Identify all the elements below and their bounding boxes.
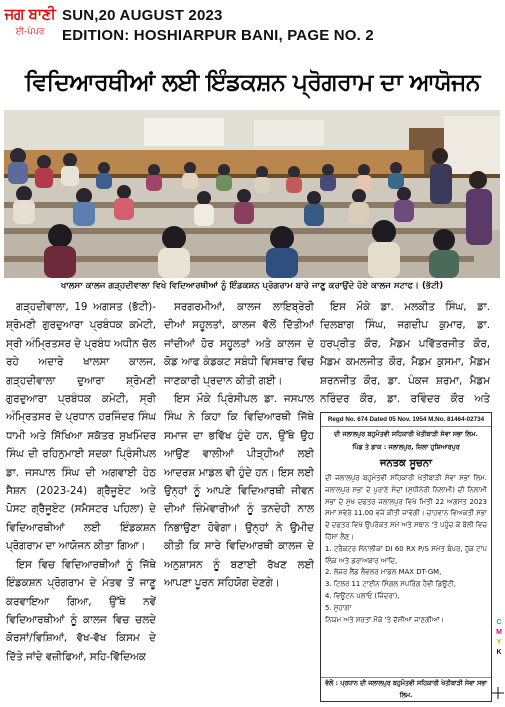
- notice-org-name: ਦੀ ਜਲਾਲਪੁਰ ਬਹੁਮੰਤਵੀ ਸਹਿਕਾਰੀ ਖੇਤੀਬਾੜੀ ਸੇਵਾ ਸਭਾ ਲਿਮ.: [334, 430, 478, 438]
- notice-list-item: 2. ਲੇਜ਼ਰ ਲੈਂਡ ਲੈਵਲਰ ਮਾਡਲ MAX DT-GM,: [325, 568, 442, 577]
- notice-terms: ਨਿਯਮ ਅਤੇ ਸ਼ਰਤਾਂ ਮੌਕੇ 'ਤੇ ਦੱਸੀਆਂ ਜਾਣਗੀਆਂ।: [325, 615, 445, 624]
- notice-list-item: 5. ਸੁਹਾਗਾ: [325, 603, 352, 612]
- article-column-3: [320, 298, 490, 408]
- notice-body: [325, 473, 487, 673]
- article-headline: ਵਿਦਿਆਰਥੀਆਂ ਲਈ ਇੰਡਕਸ਼ਨ ਪ੍ਰੋਗਰਾਮ ਦਾ ਆਯੋਜਨ: [25, 68, 480, 96]
- photo-caption: ਖਾਲਸਾ ਕਾਲਜ ਗੜ੍ਹਦੀਵਾਲਾ ਵਿਖੇ ਵਿਦਿਆਰਥੀਆਂ ਨੂੰ ਇੰਡਕਸ਼ਨ ਪ੍ਰੋਗਰਾਮ ਬਾਰੇ ਜਾਣੂ ਕਰਾਉਂਦੇ ਹੋਏ ਕਾਲਜ ਸਟਾਫ। (ਭੱਟੀ): [60, 281, 444, 291]
- notice-list-item: 1. ਟਰੈਕਟਰ ਸੋਨਾਲੀਕਾ DI 60 RX P/S ਸਮੇਤ ਬੰਪਰ, ਹੁੱਕ ਟਾਪ ਲਿੰਕ ਅਤੇ ਡਰਾਅਬਾਰ ਆਦਿ,: [325, 544, 487, 565]
- article-paragraph: ਸਰਗਰਮੀਆਂ, ਕਾਲਜ ਲਾਇਬ੍ਰੇਰੀ ਦੀਆਂ ਸਹੂਲਤਾਂ, ਕਾਲਜ ਵੱਲੋਂ ਦਿੱਤੀਆਂ ਜਾਂਦੀਆਂ ਹੋਰ ਸਹੂਲਤਾਂ ਅਤੇ ਕਾਲਜ ਦੇ ਕੋਡ ਆਫ ਕੰਡਕਟ ਸਬੰਧੀ ਵਿਸਥਾਰ ਵਿਚ ਜਾਣਕਾਰੀ ਪ੍ਰਦਾਨ ਕੀਤੀ ਗਈ।: [164, 301, 314, 387]
- edition-name: EDITION: HOSHIARPUR BANI, PAGE NO. 2: [62, 27, 374, 44]
- edition-date: SUN,20 AUGUST 2023: [62, 7, 223, 24]
- notice-footer: ਵੱਲੋਂ : ਪ੍ਰਧਾਨ ਦੀ ਜਲਾਲਪੁਰ ਬਹੁਮੰਤਵੀ ਸਹਿਕਾਰੀ ਖੇਤੀਬਾੜੀ ਸੇਵਾ ਸਭਾ ਲਿਮ.: [321, 677, 491, 701]
- notice-org-address: ਪਿੰਡ ਤੇ ਡਾਕ : ਜਲਾਲਪੁਰ, ਜ਼ਿਲਾ ਹੁਸ਼ਿਆਰਪੁਰ: [352, 443, 460, 451]
- public-notice-ad: [320, 412, 492, 702]
- notice-body-text: ਦੀ ਜਲਾਲਪੁਰ ਬਹੁਮੰਤਵੀ ਸਹਿਕਾਰੀ ਖੇਤੀਬਾੜੀ ਸੇਵਾ ਸਭਾ ਲਿਮ. ਜਲਾਲਪੁਰ ਸਭਾ ਦੇ ਪੁਰਾਣੇ ਸੰਦਾਂ (ਸੁਧੀਨੇਰੀ ਨਿਲਾਮੀ) ਦੀ ਨਿਲਾਮੀ ਸਭਾ ਦੇ ਮੁੱਖ ਦਫਤਰ ਜਲਾਲਪੁਰ ਵਿਖੇ ਮਿਤੀ 22 ਅਗਸਤ 2023 ਸਮਾਂ ਸਵੇਰੇ 11.00 ਵਜੇ ਕੀਤੀ ਜਾਵੇਗੀ। ਚਾਹਵਾਨ ਵਿਅਕਤੀ ਸਭਾ ਦੇ ਦਫਤਰ ਵਿਖੇ ਉਪਰੋਕਤ ਸਮੇਂ ਅਤੇ ਸਥਾਨ 'ਤੇ ਪਹੁੰਚ ਕੇ ਬੋਲੀ ਵਿਚ ਹਿੱਸਾ ਲੈਣ।: [325, 474, 487, 541]
- article-paragraph: ਇਸ ਮੌਕੇ ਪ੍ਰਿੰਸੀਪਲ ਡਾ. ਜਸਪਾਲ ਸਿੰਘ ਨੇ ਕਿਹਾ ਕਿ ਵਿਦਿਆਰਥੀ ਜਿੱਥੇ ਸਮਾਜ ਦਾ ਭਵਿੱਖ ਹੁੰਦੇ ਹਨ, ਉੱਥੇ ਉਹ ਆਉਣ ਵਾਲੀਆਂ ਪੀੜ੍ਹੀਆਂ ਲਈ ਆਦਰਸ਼ ਮਾਡਲ ਵੀ ਹੁੰਦੇ ਹਨ। ਇਸ ਲਈ ਉਨ੍ਹਾਂ ਨੂੰ ਆਪਣੇ ਵਿਦਿਆਰਥੀ ਜੀਵਨ ਦੀਆਂ ਜ਼ਿੰਮੇਵਾਰੀਆਂ ਨੂੰ ਤਨਦੇਹੀ ਨਾਲ ਨਿਭਾਉਣਾ ਹੋਵੇਗਾ। ਉਨ੍ਹਾਂ ਨੇ ਉਮੀਦ ਕੀਤੀ ਕਿ ਸਾਰੇ ਵਿਦਿਆਰਥੀ ਕਾਲਜ ਦੇ ਅਨੁਸ਼ਾਸਨ ਨੂੰ ਬਣਾਈ ਰੱਖਣ ਲਈ ਆਪਣਾ ਪੂਰਨ ਸਹਿਯੋਗ ਦੇਣਗੇ।: [164, 393, 314, 590]
- cmyk-letter: K: [496, 649, 502, 656]
- cmyk-letter: C: [496, 619, 502, 626]
- registration-mark-icon: [492, 684, 504, 696]
- article-paragraph: ਇਸ ਵਿਚ ਵਿਦਿਆਰਥੀਆਂ ਨੂੰ ਜਿੱਥੇ ਇੰਡਕਸ਼ਨ ਪ੍ਰੋਗਰਾਮ ਦੇ ਮੰਤਵ ਤੋਂ ਜਾਣੂ ਕਰਵਾਇਆ ਗਿਆ, ਉੱਥੇ ਨਵੇਂ ਵਿਦਿਆਰਥੀਆਂ ਨੂੰ ਕਾਲਜ ਵਿਚ ਚਲਦੇ ਕੋਰਸਾਂ/ਵਿਸ਼ਿਆਂ, ਵੱਖ-ਵੱਖ ਕਿਸਮ ਦੇ ਦਿੱਤੇ ਜਾਂਦੇ ਵਜ਼ੀਫਿਆਂ, ਸਹਿ-ਵਿੱਦਿਅਕ: [6, 558, 156, 663]
- cmyk-color-strip: [494, 618, 504, 668]
- notice-registration: Regd No. 674 Dated 05 Nov. 1954 M.No. 81464-02734: [321, 413, 491, 427]
- article-column-2: [164, 298, 314, 702]
- notice-list-item: 4. ਵਿਊਟਨ ਪਲਾਓ (ਜਿੰਦਰਾ),: [325, 591, 400, 600]
- article-paragraph: ਇਸ ਮੌਕੇ ਡਾ. ਮਲਕੀਤ ਸਿੰਘ, ਡਾ. ਦਿਲਬਾਗ ਸਿੰਘ, ਜਗਦੀਪ ਕੁਮਾਰ, ਡਾ. ਹਰਪ੍ਰੀਤ ਕੌਰ, ਮੈਡਮ ਪਵਿੱਤਰਜੀਤ ਕੌਰ, ਮੈਡਮ ਕਮਲਜੀਤ ਕੌਰ, ਮੈਡਮ ਕੁਸਮਾ, ਮੈਡਮ ਸ਼ਰਨਜੀਤ ਕੌਰ, ਡਾ. ਪੰਕਜ ਸ਼ਰਮਾ, ਮੈਡਮ ਨਰਿੰਦਰ ਕੌਰ, ਡਾ. ਰਵਿੰਦਰ ਕੌਰ ਅਤੇ: [320, 301, 490, 406]
- notice-organization: [321, 428, 491, 454]
- article-column-1: [6, 298, 156, 702]
- cmyk-letter: M: [496, 629, 502, 636]
- notice-title: ਜਨਤਕ ਸੂਚਨਾ: [380, 458, 432, 469]
- newspaper-logo[interactable]: [4, 4, 56, 48]
- article-paragraph: ਗੜ੍ਹਦੀਵਾਲਾ, 19 ਅਗਸਤ (ਭੱਟੀ)-ਸ਼੍ਰੋਮਣੀ ਗੁਰਦੁਆਰਾ ਪ੍ਰਬੰਧਕ ਕਮੇਟੀ, ਸ੍ਰੀ ਅੰਮ੍ਰਿਤਸਰ ਦੇ ਪ੍ਰਬੰਧ ਅਧੀਨ ਚੱਲ ਰਹੇ ਅਦਾਰੇ ਖਾਲਸਾ ਕਾਲਜ, ਗੜ੍ਹਦੀਵਾਲਾ ਦੁਆਰਾ ਸ਼੍ਰੋਮਣੀ ਗੁਰਦੁਆਰਾ ਪ੍ਰਬੰਧਕ ਕਮੇਟੀ, ਸ੍ਰੀ ਅੰਮ੍ਰਿਤਸਰ ਦੇ ਪ੍ਰਧਾਨ ਹਰਜਿੰਦਰ ਸਿੰਘ ਧਾਮੀ ਅਤੇ ਸਿੱਖਿਆ ਸਕੱਤਰ ਸੁਖਮਿੰਦਰ ਸਿੰਘ ਦੀ ਰਹਿਨੁਮਾਈ ਸਦਕਾ ਪ੍ਰਿੰਸੀਪਲ ਡਾ. ਜਸਪਾਲ ਸਿੰਘ ਦੀ ਅਗਵਾਈ ਹੇਠ ਸੈਸ਼ਨ (2023-24) ਗ੍ਰੈਜੂਏਟ ਅਤੇ ਪੋਸਟ ਗ੍ਰੈਜੂਏਟ (ਸਮੈਸਟਰ ਪਹਿਲਾ) ਦੇ ਵਿਦਿਆਰਥੀਆਂ ਲਈ ਇੰਡਕਸ਼ਨ ਪ੍ਰੋਗਰਾਮ ਦਾ ਆਯੋਜਨ ਕੀਤਾ ਗਿਆ।: [6, 301, 156, 553]
- logo-subtext: ਈ-ਪੇਪਰ: [15, 27, 45, 37]
- article-photo: [4, 110, 500, 278]
- notice-list-item: 3. ਟਿਲਰ 11 ਟਾਈਨ ਸਿੰਗਲ ਸਪਰਿੰਗ ਹੈਵੀ ਡਿਊਟੀ,: [325, 580, 456, 589]
- cmyk-letter: Y: [496, 639, 502, 646]
- logo-text: ਜਗ ਬਾਣੀ: [4, 5, 56, 23]
- masthead: [0, 0, 505, 52]
